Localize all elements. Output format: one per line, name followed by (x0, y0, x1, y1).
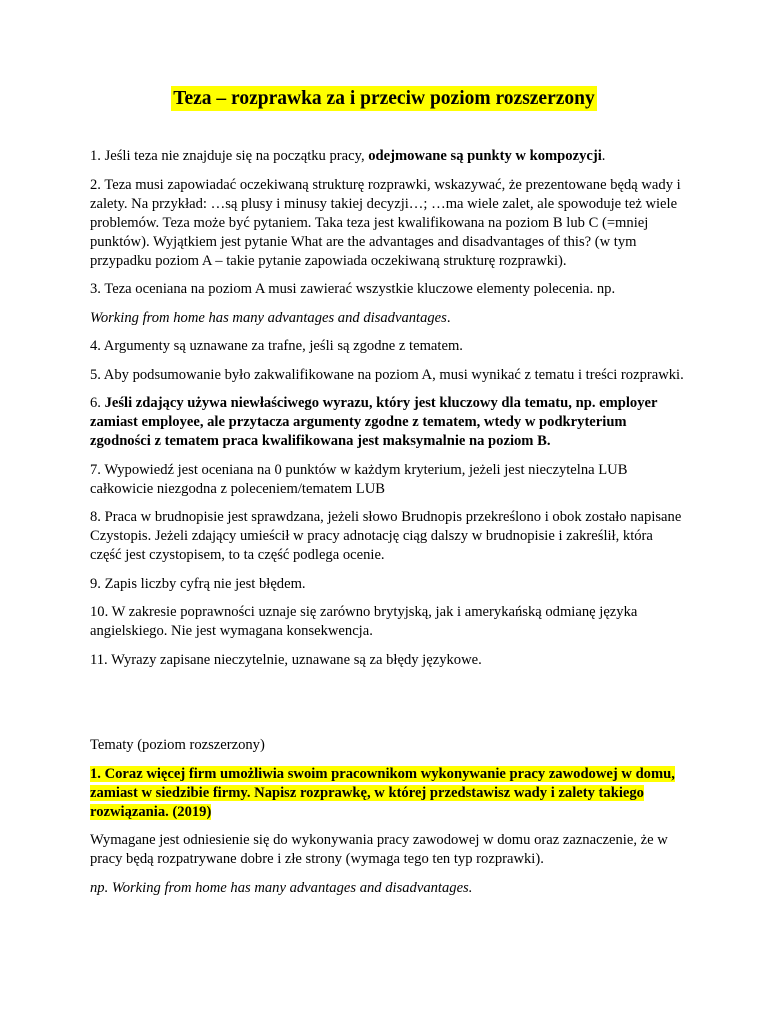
rule-1-bold: odejmowane są punkty w kompozycji (368, 148, 602, 164)
spacer (90, 679, 686, 736)
rule-1-end: . (601, 148, 606, 164)
rule-6 (90, 394, 686, 451)
rule-1-text: 1. Jeśli teza nie znajduje się na początku pracy, (90, 148, 369, 164)
rule-3-example (90, 309, 686, 328)
rule-3-example-text: Working from home has many advantages and disadvantages (90, 309, 447, 326)
rule-6-number: 6. (90, 395, 105, 411)
rule-1 (90, 147, 686, 166)
rule-5: 5. Aby podsumowanie było zakwalifikowane na poziom A, musi wynikać z tematu i treści rozprawki. (90, 366, 684, 383)
rule-8: 8. Praca w brudnopisie jest sprawdzana, jeżeli słowo Brudnopis przekreślono i obok zostało napisane Czystopis. Jeżeli zdający umieścił w pracy adnotację ciąg dalszy w brudnopisie i zakreślił, która część jest czystopisem, to ta część podlega ocenie. (90, 509, 682, 563)
rule-10: 10. W zakresie poprawności uznaje się zarówno brytyjską, jak i amerykańską odmianę języka angielskiego. Nie jest wymagana konsekwencja. (90, 604, 638, 639)
rule-9: 9. Zapis liczby cyfrą nie jest błędem. (90, 575, 306, 592)
rule-6-bold: Jeśli zdający używa niewłaściwego wyrazu, który jest kluczowy dla tematu, np. employer zamiast employee, ale przytacza argumenty zgodne z tematem, wtedy w podkryterium zgodności z tematem praca kwalifikowana jest maksymalnie na poziom B. (90, 395, 658, 449)
rule-2: 2. Teza musi zapowiadać oczekiwaną strukturę rozprawki, wskazywać, że prezentowane będą wady i zalety. Na przykład: …są plusy i minusy takiej decyzji…; …ma wiele zalet, ale spowoduje też wiele problemów. Teza może być pytaniem. Taka teza jest kwalifikowana na poziom B lub C (=mniej punktów). Wyjątkiem jest pytanie What are the advantages and disadvantages of this? (w tym przypadku poziom A – takie pytanie zapowiada oczekiwaną strukturę rozprawki). (90, 176, 681, 269)
topic-1-text: 1. Coraz więcej firm umożliwia swoim pracownikom wykonywanie pracy zawodowej w domu, zamiast w siedzibie firmy. Napisz rozprawkę, w której przedstawisz wady i zalety takiego rozwiązania. (2019) (90, 765, 675, 820)
topic-1-example-text: np. Working from home has many advantages and disadvantages. (90, 879, 473, 896)
rule-3: 3. Teza oceniana na poziom A musi zawierać wszystkie kluczowe elementy polecenia. np. (90, 281, 616, 297)
title-wrapper (0, 86, 768, 111)
topic-1-example (90, 879, 686, 898)
document-title: Teza – rozprawka za i przeciw poziom rozszerzony (173, 88, 595, 109)
topic-1 (90, 765, 686, 822)
topics-heading: Tematy (poziom rozszerzony) (90, 737, 265, 753)
document-body (90, 147, 686, 907)
topic-1-note: Wymagane jest odniesienie się do wykonywania pracy zawodowej w domu oraz zaznaczenie, że w pracy będą rozpatrywane dobre i złe strony (wymaga tego ten typ rozprawki). (90, 832, 668, 867)
rule-7: 7. Wypowiedź jest oceniana na 0 punktów w każdym kryterium, jeżeli jest nieczytelna LUB całkowicie niezgodna z poleceniem/tematem LUB (90, 461, 628, 497)
rule-4: 4. Argumenty są uznawane za trafne, jeśli są zgodne z tematem. (90, 338, 463, 354)
rule-3-example-end: . (446, 309, 451, 326)
rule-11: 11. Wyrazy zapisane nieczytelnie, uznawane są za błędy językowe. (90, 651, 482, 668)
